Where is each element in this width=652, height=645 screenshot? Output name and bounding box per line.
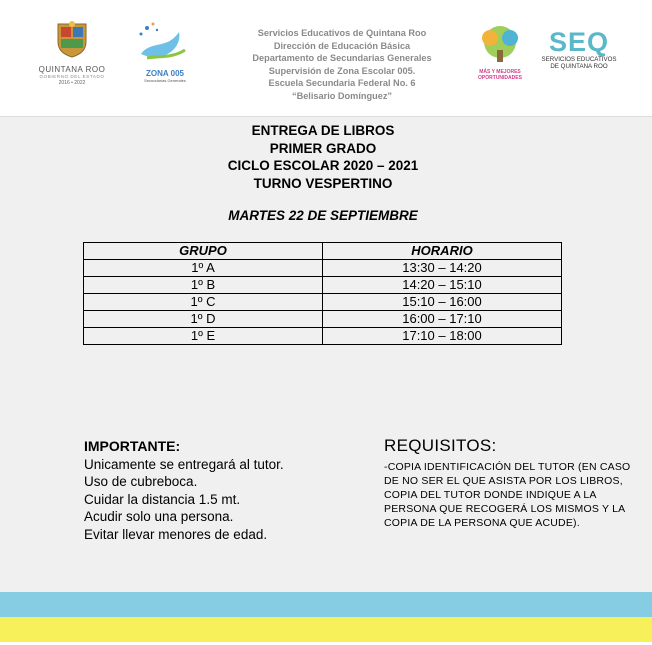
zona-005-logo — [133, 20, 197, 90]
notice-title — [0, 122, 646, 192]
zona-logo-title: ZONA 005 — [146, 69, 184, 78]
time-cell: 14:20 – 15:10 — [323, 277, 562, 294]
qroo-logo-years: 2016 • 2022 — [58, 80, 86, 86]
group-cell: 1º E — [84, 328, 323, 345]
quintana-roo-logo — [34, 20, 110, 92]
institution-line: Supervisión de Zona Escolar 005. — [268, 65, 416, 76]
seq-logo — [536, 28, 622, 74]
qroo-logo-sub: GOBIERNO DEL ESTADO — [39, 74, 105, 79]
table-row — [84, 260, 562, 277]
requirements — [384, 436, 646, 530]
important-notes — [84, 438, 384, 543]
list-item: Uso de cubreboca. — [84, 474, 198, 489]
schedule-table — [83, 242, 562, 345]
letterhead — [0, 0, 652, 116]
seq-logo-letters: SEQ — [548, 27, 610, 57]
zona-logo-sub: Secundarias Generales — [144, 78, 186, 83]
table-row — [84, 277, 562, 294]
table-row — [84, 294, 562, 311]
dove-icon — [133, 20, 197, 64]
title-line: PRIMER GRADO — [269, 140, 377, 156]
list-item: Cuidar la distancia 1.5 mt. — [84, 491, 241, 507]
footer-band-blue — [0, 592, 652, 617]
column-header-grupo: GRUPO — [84, 243, 323, 260]
qroo-logo-name: QUINTANA ROO — [38, 65, 106, 74]
important-heading: IMPORTANTE: — [84, 438, 181, 454]
institution-line: “Belisario Domínguez” — [291, 90, 393, 101]
institution-line: Escuela Secundaria Federal No. 6 — [268, 78, 416, 89]
mas-oportunidades-logo — [468, 24, 532, 94]
time-cell: 15:10 – 16:00 — [323, 294, 562, 311]
table-row — [84, 311, 562, 328]
seq-logo-line2: DE QUINTANA ROO — [550, 63, 608, 70]
group-cell: 1º A — [84, 260, 323, 277]
state-shield-icon — [55, 20, 89, 58]
institution-line: Departamento de Secundarias Generales — [252, 53, 432, 64]
footer-band-yellow — [0, 617, 652, 642]
institution-block — [232, 27, 452, 103]
delivery-date: MARTES 22 DE SEPTIEMBRE — [228, 208, 418, 223]
group-cell: 1º B — [84, 277, 323, 294]
mas-logo-line1: MÁS Y MEJORES — [479, 69, 521, 75]
list-item: Evitar llevar menores de edad. — [84, 526, 268, 542]
requirements-text: -COPIA IDENTIFICACIÓN DEL TUTOR (EN CASO DE NO SER EL QUE ASISTA POR LOS LIBROS, COPIA DEL TUTOR DONDE INDIQUE A LA PERSONA QUE RECOGERÁ LOS MISMOS Y LA COPIA DE LA PERSONA QUE ACUDE). — [384, 461, 631, 529]
column-header-horario: HORARIO — [323, 243, 562, 260]
group-cell: 1º C — [84, 294, 323, 311]
group-cell: 1º D — [84, 311, 323, 328]
title-line: TURNO VESPERTINO — [253, 175, 393, 191]
time-cell: 17:10 – 18:00 — [323, 328, 562, 345]
time-cell: 16:00 – 17:10 — [323, 311, 562, 328]
institution-line: Servicios Educativos de Quintana Roo — [257, 28, 427, 38]
mas-logo-line2: OPORTUNIDADES — [478, 75, 522, 81]
title-line: CICLO ESCOLAR 2020 – 2021 — [227, 158, 419, 173]
seq-logo-line1: SERVICIOS EDUCATIVOS — [541, 56, 617, 63]
requirements-heading: REQUISITOS: — [384, 436, 497, 455]
list-item: Acudir solo una persona. — [84, 509, 234, 524]
time-cell: 13:30 – 14:20 — [323, 260, 562, 277]
tree-icon — [468, 24, 532, 64]
institution-line: Dirección de Educación Básica — [273, 40, 411, 51]
table-header-row — [84, 243, 562, 260]
table-row — [84, 328, 562, 345]
list-item: Unicamente se entregará al tutor. — [84, 456, 284, 472]
title-line: ENTREGA DE LIBROS — [251, 123, 395, 138]
